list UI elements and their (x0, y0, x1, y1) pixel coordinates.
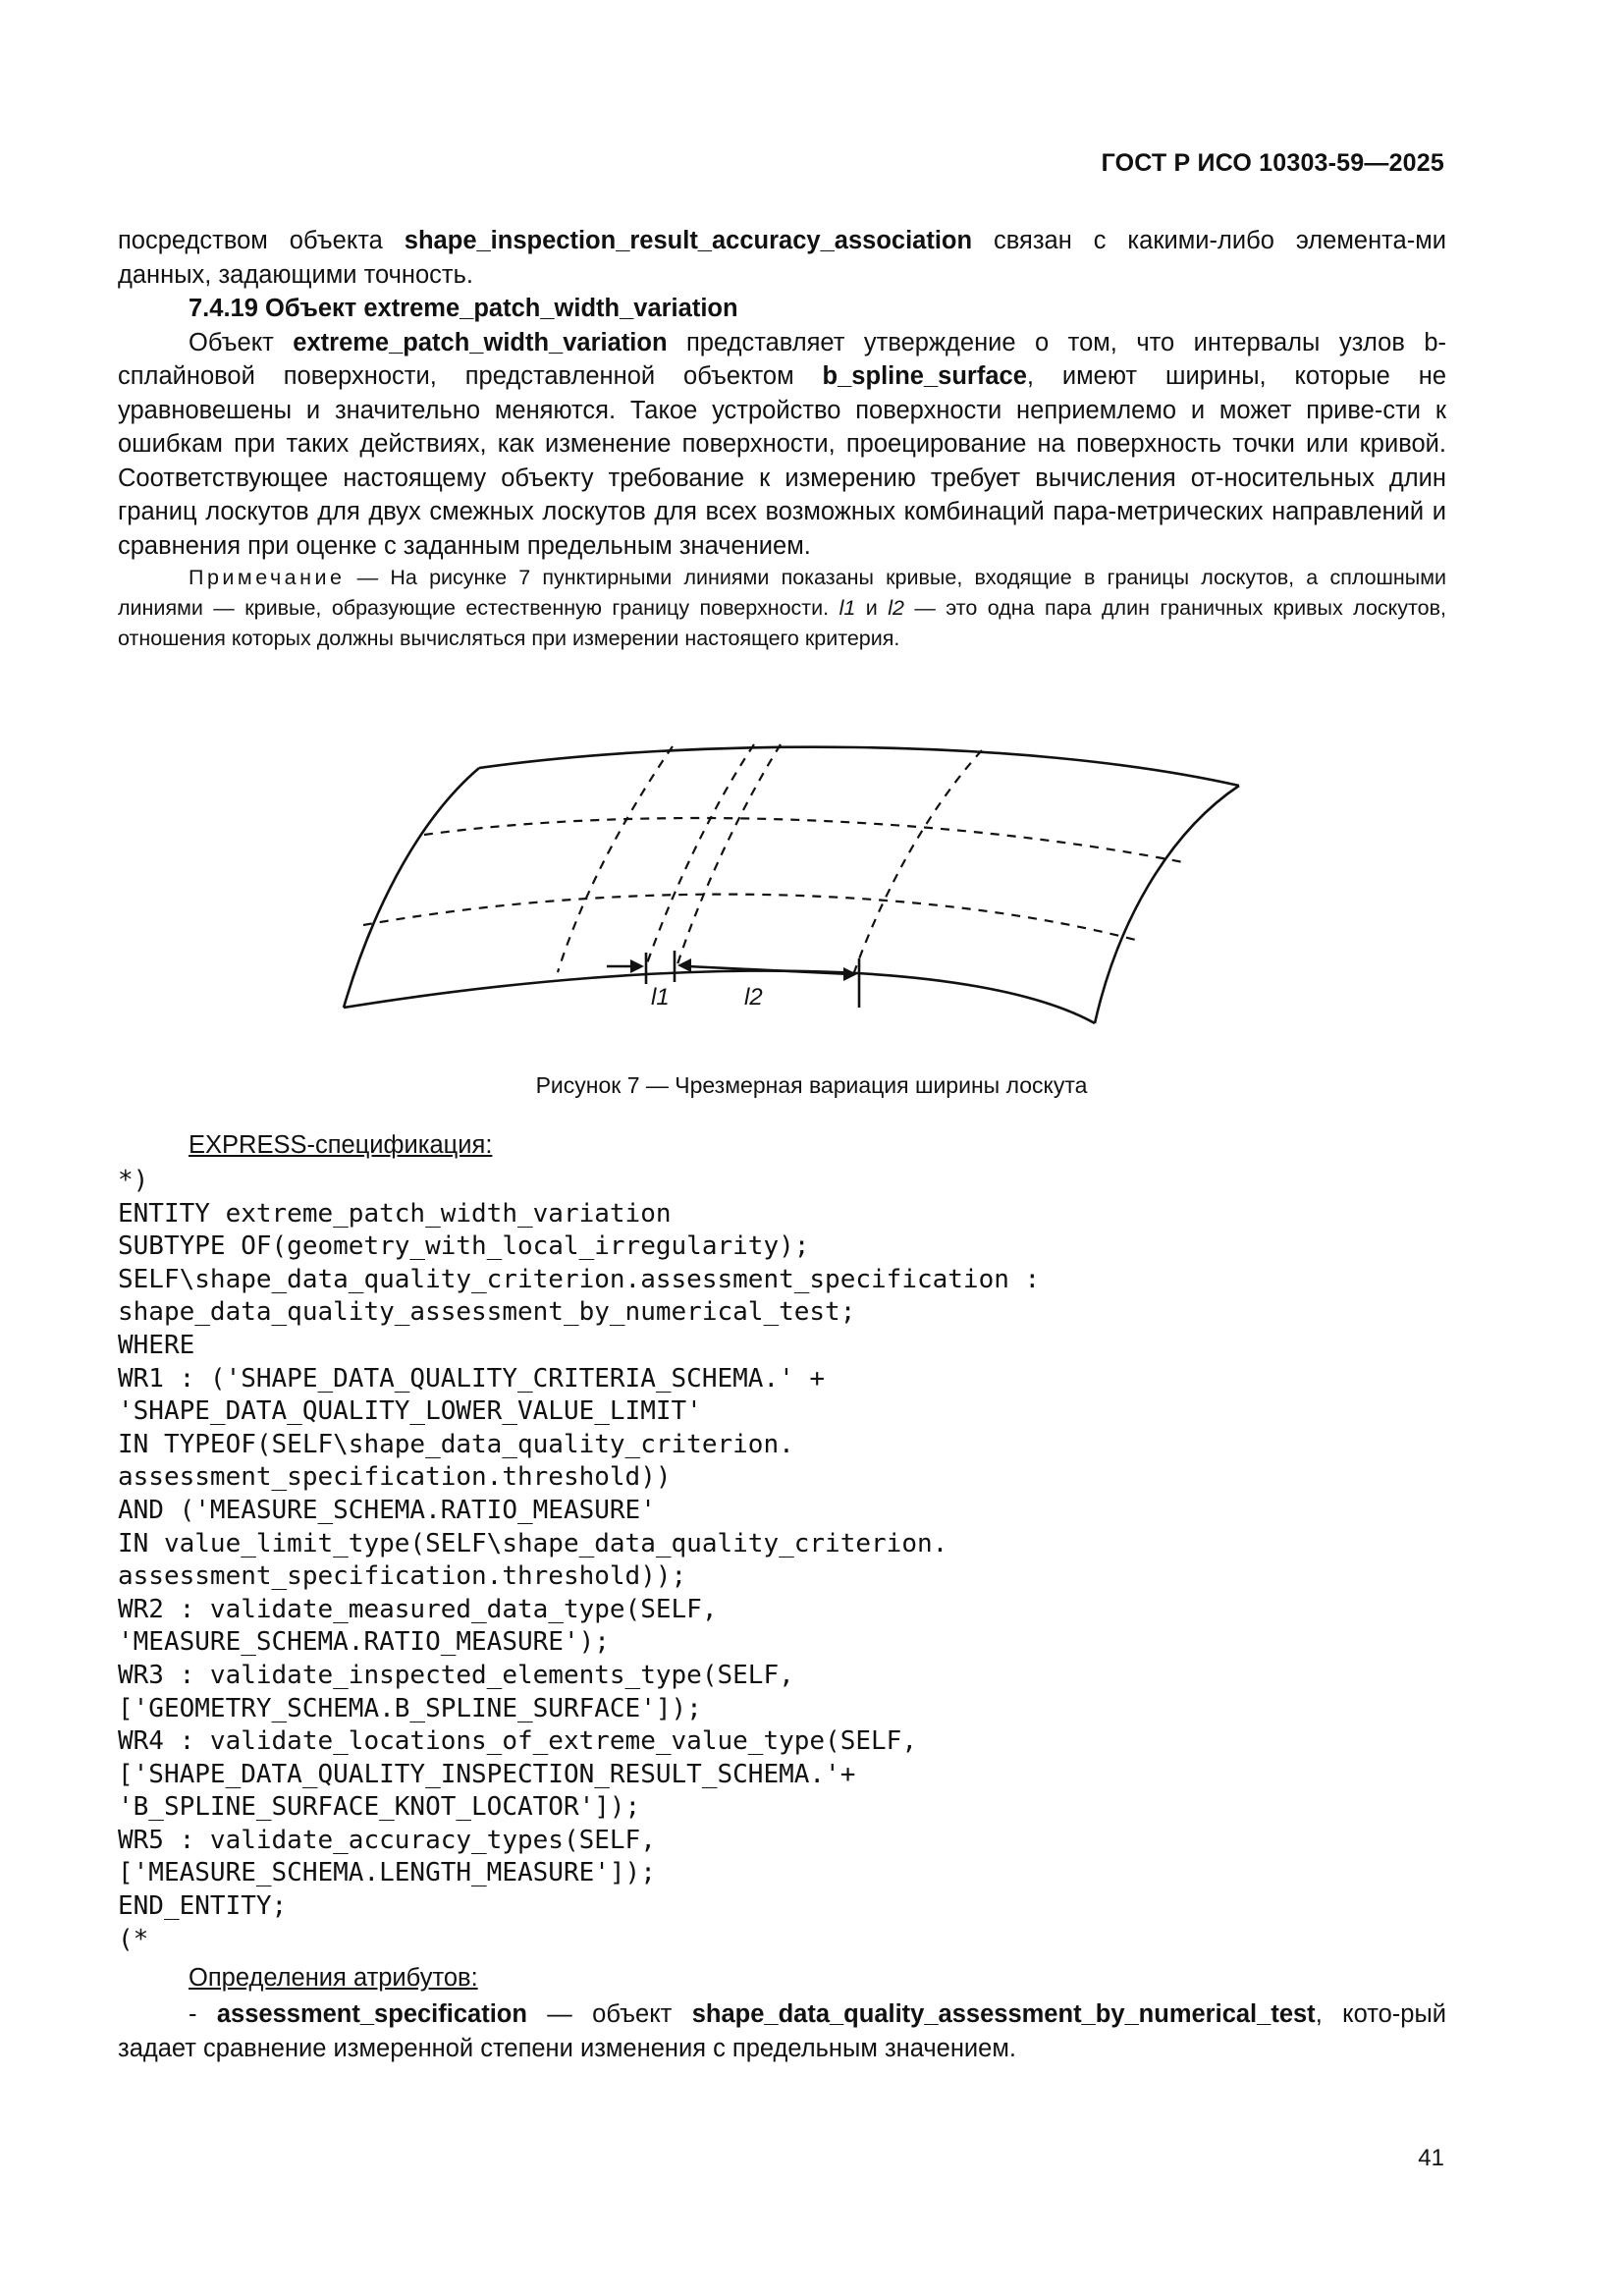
section-entity-name: extreme_patch_width_variation (293, 328, 668, 356)
intro-text-2: связан с какими-либо элемента-ми данных, задающими точность. (118, 227, 1446, 289)
dashed-u-curve-1 (424, 818, 1183, 862)
note-paragraph (118, 563, 1446, 654)
note-text-1: — На рисунке 7 пунктирными линиями показаны кривые, входящие в границы лоскутов, а сплошными линиями — кривые, образующие естественную границу поверхности. (118, 566, 1446, 620)
top-boundary-curve (479, 747, 1239, 786)
figure-caption: Рисунок 7 — Чрезмерная вариация ширины лоскута (535, 1072, 1088, 1098)
attr-text-1: - (189, 2000, 217, 2028)
bottom-boundary-curve (344, 971, 1095, 1023)
section-paragraph (118, 326, 1446, 564)
attr-text-3: , кото-рый задает сравнение измеренной степени изменения с предельным значением. (118, 2000, 1447, 2062)
right-boundary-curve (1095, 786, 1239, 1023)
express-code-block: *) ENTITY extreme_patch_width_variation SUBTYPE OF(geometry_with_local_irregularity); SELF\shape_data_quality_criterion.assessment_specification : shape_data_quality_assessment_by_numerical_test; WHERE WR1 : ('SHAPE_DATA_QUALITY_CRITERIA_SCHEMA.' + 'SHAPE_DATA_QUALITY_LOWER_VALUE_LIMIT' IN TYPEOF(SELF\shape_data_quality_criterion. assessment_specification.threshold)) AND ('MEASURE_SCHEMA.RATIO_MEASURE' IN value_limit_type(SELF\shape_data_quality_criterion. assessment_specification.threshold)); WR2 : validate_measured_data_type(SELF, 'MEASURE_SCHEMA.RATIO_MEASURE'); WR3 : validate_inspected_elements_type(SELF, ['GEOMETRY_SCHEMA.B_SPLINE_SURFACE']); WR4 : validate_locations_of_extreme_value_type(SELF, ['SHAPE_DATA_QUALITY_INSPECTION_RESULT_SCHEMA.'+ 'B_SPLINE_SURFACE_KNOT_LOCATOR']); WR5 : validate_accuracy_types(SELF, ['MEASURE_SCHEMA.LENGTH_MEASURE']); END_ENTITY; (* (118, 1166, 1041, 1954)
attr-type: shape_data_quality_assessment_by_numerical_test (691, 2000, 1316, 2028)
section-text-1: Объект (189, 328, 294, 356)
note-text-2: и (855, 596, 889, 620)
natural-boundary-curves (344, 747, 1239, 1023)
note-label: Примечание (189, 566, 346, 589)
note-text-3: — это одна пара длин граничных кривых лоскутов, отношения которых должны вычисляться при измерении настоящего критерия. (118, 596, 1447, 650)
dashed-u-curve-2 (363, 895, 1139, 941)
intro-text-1: посредством объекта (118, 227, 405, 254)
l1-arrow-head (630, 959, 644, 973)
patch-boundary-curves (363, 744, 1183, 972)
document-header: ГОСТ Р ИСО 10303-59—2025 (1101, 149, 1444, 177)
section-text-2: представляет утверждение о том, что интервалы узлов b-сплайновой поверхности, представленной объектом (118, 328, 1447, 390)
measure-markers (607, 951, 859, 1008)
section-text-3: , имеют ширины, которые не уравновешены и значительно меняются. Такое устройство поверхности неприемлемо и может приве-сти к ошибкам при таких действиях, как изменение поверхности, проецирование на поверхность точки или кривой. Соответствующее настоящему объекту требование к измерению требует вычисления от-носительных длин границ лоскутов для двух смежных лоскутов для всех возможных комбинаций пара-метрических направлений и сравнения при оценке с заданным предельным значением. (118, 362, 1446, 560)
dashed-v-curve-4 (854, 750, 982, 972)
attr-text-2: — объект (526, 2000, 692, 2028)
section-surface-name: b_spline_surface (822, 362, 1027, 390)
note-l2: l2 (888, 596, 904, 620)
attributes-label: Определения атрибутов: (189, 1964, 478, 1992)
figure-label-l2: l2 (744, 984, 763, 1011)
left-boundary-curve (344, 768, 479, 1008)
intro-paragraph (118, 224, 1446, 292)
section-heading: 7.4.19 Объект extreme_patch_width_variation (189, 295, 738, 322)
page-number: 41 (1418, 2145, 1444, 2171)
dashed-v-curve-3 (677, 744, 781, 964)
figure-label-l1: l1 (651, 984, 670, 1011)
attribute-definition (118, 1997, 1446, 2065)
express-label: EXPRESS-спецификация: (189, 1131, 493, 1159)
dashed-v-curve-2 (646, 744, 754, 966)
attr-name: assessment_specification (216, 2000, 527, 2028)
main-content (118, 224, 1446, 654)
note-l1: l1 (839, 596, 856, 620)
intro-entity-name: shape_inspection_result_accuracy_association (404, 227, 973, 254)
patch-width-figure (0, 707, 1623, 1061)
